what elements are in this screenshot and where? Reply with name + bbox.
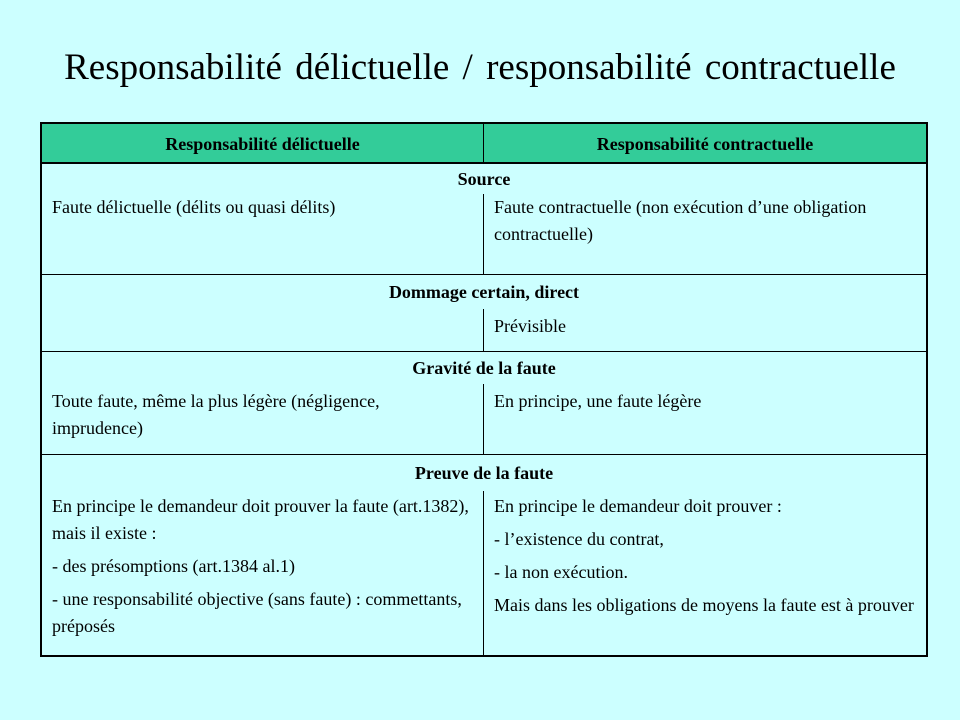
header-contractuelle: Responsabilité contractuelle	[596, 134, 814, 154]
section-title: Gravité de la faute	[412, 358, 556, 378]
comparison-table	[40, 122, 928, 657]
cell-contractuelle	[484, 384, 926, 454]
header-delictuelle: Responsabilité délictuelle	[42, 124, 484, 162]
cell-delictuelle	[42, 491, 484, 655]
cell-text: - une responsabilité objective (sans faute) : commettants, préposés	[52, 589, 462, 636]
section-title: Source	[457, 169, 511, 189]
section-title: Preuve de la faute	[414, 463, 554, 483]
section-title: Dommage certain, direct	[388, 282, 580, 302]
cell-text: En principe, une faute légère	[494, 391, 702, 411]
cell-text: Prévisible	[494, 316, 566, 336]
section-source	[42, 164, 926, 275]
cell-text: - des présomptions (art.1384 al.1)	[52, 556, 295, 576]
cell-text: En principe le demandeur doit prouver la faute (art.1382), mais il existe :	[52, 496, 469, 543]
cell-contractuelle	[484, 194, 926, 274]
cell-text: - l’existence du contrat,	[494, 529, 664, 549]
cell-delictuelle	[42, 194, 484, 274]
cell-delictuelle	[42, 384, 484, 454]
section-dommage	[42, 275, 926, 352]
cell-text: Faute contractuelle (non exécution d’une obligation contractuelle)	[494, 197, 867, 244]
cell-text: Mais dans les obligations de moyens la faute est à prouver	[494, 595, 914, 615]
table-header-row	[42, 124, 926, 164]
cell-delictuelle	[42, 309, 484, 351]
cell-contractuelle	[484, 309, 926, 351]
cell-text: Faute délictuelle (délits ou quasi délits)	[52, 197, 336, 217]
cell-text: - la non exécution.	[494, 562, 628, 582]
cell-contractuelle	[484, 491, 926, 655]
slide-title: Responsabilité délictuelle / responsabilité contractuelle	[64, 47, 896, 88]
cell-text: En principe le demandeur doit prouver :	[494, 496, 782, 516]
section-preuve	[42, 455, 926, 655]
cell-text: Toute faute, même la plus légère (négligence, imprudence)	[52, 391, 380, 438]
section-gravite	[42, 352, 926, 455]
